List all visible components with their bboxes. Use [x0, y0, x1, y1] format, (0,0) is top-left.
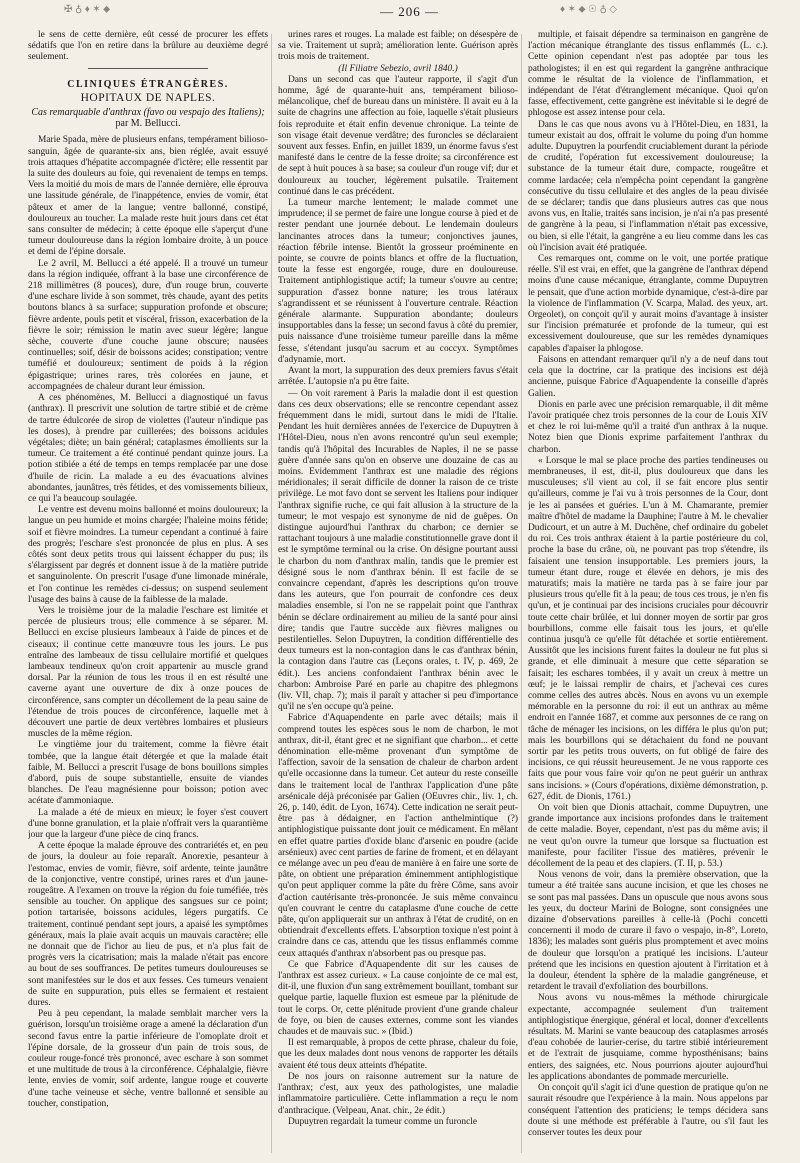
page-number: — 206 — [380, 4, 439, 19]
paragraph: Avant la mort, la suppuration des deux premiers favus s'était arrêtée. L'autopsie n'a pu être faite. [278, 366, 518, 388]
paragraph: Faisons en attendant remarquer qu'il n'y a de neuf dans tout cela que la doctrine, car la pratique des incisions est déjà ancienne, puisque Fabrice d'Aquapendente la conseille d'après Galien. [528, 354, 768, 399]
paragraph: De nos jours on raisonne autrement sur la nature de l'anthrax; c'est, aux yeux des pathologistes, une maladie inflammatoire particulière. Cette inflammation a reçu le nom d'anthracique. (Velpeau, Anat. chir., 2e édit.) [278, 1071, 518, 1116]
paragraph: Le ventre est devenu moins ballonné et moins douloureux; la langue un peu humide et moins chargée; l'haleine moins fétide; soif et fièvre moindres. La tumeur cependant a continué à faire des progrès; l'eschare s'est prononcée de plus en plus. A ses côtés sont deux petits trous qui laissent échapper du pus; ils s'élargissent par degrés et donnent issue à de la matière putride et sanguinolente. On prescrit l'usage d'une limonade minérale, et l'on continue les remèdes ci-dessus; on suspend seulement l'usage des bains à cause de la faiblesse de la malade. [28, 505, 268, 605]
case-title: Cas remarquable d'anthrax (favo ou vespajo des Italiens); [31, 107, 265, 119]
paragraph: A ces phénomènes, M. Bellucci a diagnostiqué un favus (anthrax). Il prescrivit une solution de tartre stibié et de crème de tartre édulcorée de sirop de violettes (l'auteur n'indique pas les doses), à prendre par cuillerées; des boissons acidules végétales; diète; un bain général; cataplasmes émollients sur la tumeur. Ce traitement a été continué pendant quinze jours. La potion stibiée a été de temps en temps remplacée par une dose d'huile de ricin. La malade a eu des évacuations alvines abondantes, jaunâtres, très fétides, et des vomissements bilieux, ce qui l'a beaucoup soulagée. [28, 393, 268, 504]
column-2 [278, 30, 518, 1157]
paragraph: La tumeur marche lentement; le malade commet une imprudence; il se permet de faire une longue course à pied et de rester pendant une journée debout. Le lendemain douleurs lancinantes atroces dans la tumeur; conjonctives jaunes, réaction fébrile intense. Bientôt la grosseur proéminente en pointe, se couvre de points blancs et offre de la fluctuation, toute la fesse est engorgée, rouge, dure en douloureuse. Traitement antiphlogistique actif; la tumeur s'ouvre au centre; suppuration d'assez bonne nature; les trous latéraux s'agrandissent et se réunissent à l'ouverture centrale. Réaction générale alarmante. Suppuration abondante; douleurs insupportables dans la fesse; un second favus à côté du premier, puis naissance d'une troisième tumeur pareille dans la même fesse, s'étendant jusqu'au sacrum et au coccyx. Symptômes d'adynamie, mort. [278, 198, 518, 365]
paragraph: — On voit rarement à Paris la maladie dont il est question dans ces deux observations; elle se rencontre cependant assez fréquemment dans le midi, surtout dans le midi de l'Italie. Pendant les huit dernières années de l'exercice de Dupuytren à l'Hôtel-Dieu, nous n'en avons rencontré qu'un seul exemple; tandis qu'à l'hôpital des Incurables de Naples, il ne se passe guère d'année sans qu'on en observe une douzaine de cas au moins. Evidemment l'anthrax est une maladie des régions méridionales; il serait difficile de donner la raison de ce triste privilège. Le mot favo dont se servent les Italiens pour indiquer l'anthrax signifie ruche, ce qui fait allusion à la structure de la tumeur; le mot vespajo est synonyme de nid de guêpes. On distingue aujourd'hui l'anthrax du charbon; ce dernier se rattachant toujours à une maladie constitutionnelle grave dont il est le symptôme terminal ou la crise. On désigne pourtant aussi le charbon du nom d'anthrax malin, tandis que le premier est désigné sous le nom d'anthrax bénin. Il est facile de se convaincre cependant, d'après les descriptions qu'on trouve dans les auteurs, que l'on pourrait de confondre ces deux maladies ensemble, si l'on ne se rappelait point que l'anthrax bénin se déclare ordinairement au milieu de la santé pour ainsi dire; tandis que l'autre succède aux fièvres malignes ou pestilentielles. Selon Dupuytren, la condition différentielle des deux tumeurs est la non-contagion dans le cas d'anthrax bénin, la contagion dans l'autre cas (Leçons orales, t. IV, p. 469, 2e édit.). Les anciens confondaient l'anthrax bénin avec le charbon: Ambroise Paré en parle au chapitre des phlegmons (liv. VII, chap. 7); mais il paraît y attacher si peu d'importance qu'il ne s'en occupe qu'à peine. [278, 388, 518, 713]
column-divider [271, 34, 272, 1153]
paragraph: A cette époque la malade éprouve des contrariétés et, en peu de jours, la douleur au foie reparaît. Anorexie, pesanteur à l'estomac, envies de vomir, fièvre, soif ardente, teinte jaunâtre de la conjonctive, ventre constipé, urines rares et d'un jaune-rougeâtre. A l'examen on trouve la région du foie tuméfiée, très sensible au toucher. On applique des sangsues sur ce point; potion tartarisée, boissons acidules, légers purgatifs. Ce traitement, continué pendant sept jours, a apaisé les symptômes généraux, mais la plaie avait acquis un mauvais caractère; elle ne donnait que de l'ichor au lieu de pus, et n'a plus fait de progrès vers la cicatrisation; mais la malade n'était pas encore au bout de ses souffrances. De petites tumeurs douloureuses se sont manifestées sur le dos et aux fesses. Ces tumeurs venaient de suite en suppuration, puis elles se fermaient et restaient dures. [28, 841, 268, 1009]
paragraph: La malade a été de mieux en mieux; le foyer s'est couvert d'une bonne granulation, et la plaie n'offrait vers la quarantième jour que la largeur d'une pièce de cinq francs. [28, 807, 268, 841]
paragraph: Nous venons de voir, dans la première observation, que la tumeur a été traitée sans aucune incision, et que les choses ne se sont pas mal passées. Dans un opuscule que nous avons sous les yeux, du docteur Marini de Bologne, sont consignées une dizaine d'observations pareilles à celle-là (Pochi concetti concernenti il modo de curare il favo o vespajo, in-8°, Loreto, 1836); les malades sont guéris plus promptement et avec moins de douleur que lorsqu'on a pratiqué les incisions. L'auteur prétend que les incisions en question ajoutent à l'irritation et à la douleur, étendent la sphère de la maladie gangréneuse, et retardent le travail d'exfoliation des bourbillons. [528, 870, 768, 993]
paragraph: Ce que Fabrice d'Aquapendente dit sur les causes de l'anthrax est assez curieux. « La cause conjointe de ce mal est, dit-il, une fluxion d'un sang extrêmement bouillant, tombant sur quelque partie, laquelle fluxion est esmeue par la plénitude de tout le corps. Or, cette plénitude provient d'une grande chaleur de foye, ou bien de causes externes, comme sont les viandes chaudes et de mauvais suc. » (Ibid.) [278, 959, 518, 1038]
intro-paragraph: le sens de cette dernière, eût cessé de procurer les effets sédatifs que l'on en retire dans la brûlure au deuxième degré seulement. [28, 30, 268, 63]
paragraph: Peu à peu cependant, la malade semblait marcher vers la guérison, lorsqu'un troisième orage a amené la déclaration d'un second favus entre la partie inférieure de l'omoplate droit et l'épine dorsale, de la grosseur d'un pain de trois sous, de couleur rouge-foncé très prononcé, avec eschare à son sommet et une multitude de trous à la circonférence. Céphalalgie, fièvre lente, envies de vomir, soif ardente, langue rouge et couverte d'une tache veineuse et sèche, ventre ballonné et sensible au toucher, constipation, [28, 1009, 268, 1109]
paragraph: Il est remarquable, à propos de cette phrase, chaleur du foie, que les deux malades dont nous venons de rapporter les détails avaient été tous deux atteints d'hépatite. [278, 1038, 518, 1071]
paragraph: Le vingtième jour du traitement, comme la fièvre était tombée, que la langue était détergée et que la malade était faible, M. Bellucci a prescrit l'usage de bons bouillons simples d'abord, puis de soupe substantielle, ensuite de viandes blanches. De l'eau magnésienne pour boisson; potion avec acétate d'ammoniaque. [28, 740, 268, 807]
column-divider [521, 34, 522, 1153]
paragraph: « Lorsque le mal se place proche des parties tendineuses ou membraneuses, il est, dit-il, plus douloureux que dans les musculeuses; s'il vient au col, il se fait encore plus sentir qu'ailleurs, comme je l'ai vu à trois personnes de la Cour, dont je les ai pansées et guéries. L'un à M. Chamarante, premier maître d'hôtel de madame la Dauphine; l'autre à M. le chevalier Dudicourt, et un autre à M. Duchêne, chef ordinaire du gobelet du roi. Ces trois anthrax étaient à la partie postérieure du col, proche la base du crâne, où, ne pouvant pas trop s'étendre, ils faisaient une tension insupportable. Les premiers jours, la tumeur étant dure, rouge et élevée en dehors, je mis des maturatifs; mais la matière ne tarda pas à se faire jour par plusieurs trous qu'elle fit à la peau; de tous ces trous, je n'en fis qu'un, et je continuai par des incisions cruciales pour découvrir toute cette chair brûlée, et lui donner moyen de sortir par gros bourbillons, comme elle faisait tous les jours, et qu'elle continua jusqu'à ce qu'elle fût détachée et sortie entièrement. Aussitôt que les incisions furent faites la douleur ne fut plus si grande, et elle diminuait à mesure que cette séparation se faisait; les eschares tombées, il y avait un creux à mettre un œuf; je le laissai remplir de chairs, et j'achevai ces cures comme celles des autres abcès. Nous en avons vu un exemple mémorable en la personne du roi: il eut un anthrax au même endroit en l'année 1687, et comme aux personnes de ce rang on tâche de ménager les incisions, on les différa le plus qu'on put; mais les bourbillons qui se détachaient du fond ne pouvant sortir par les petits trous ouverts, on fut obligé de faire des incisions, ce qui réussit heureusement. Je ne vous rapporte ces faits que pour vous faire voir qu'on ne peut guérir un anthrax sans incisions. » (Cours d'opérations, dixième démonstration, p. 627, édit. de Dionis, 1761.) [528, 455, 768, 802]
header-ornament-left: ✠ ♁ ♦ ✶ ⬥ [64, 4, 111, 15]
paragraph: Ces remarques ont, comme on le voit, une portée pratique réelle. S'il est vrai, en effet, que la gangrène de l'anthrax dépend moins d'une cause mécanique, étranglante, comme Dupuytren le pensait, que d'une action morbide dynamique, c'est-à-dire par la violence de l'inflammation (V. Scarpa, Malad. des yeux, art. Orgeolet), on conçoit qu'il y aurait moins d'avantage à insister sur l'incision prématurée et profonde de la tumeur, qui est excessivement douloureuse, que sur les remèdes dynamiques capables d'apaiser la phlogose. [528, 254, 768, 354]
case-author: par M. Bellucci. [115, 118, 181, 130]
section-subtitle: HOPITAUX DE NAPLES. [80, 91, 216, 104]
section-title: CLINIQUES ÉTRANGÈRES. [67, 78, 229, 90]
section-rule [88, 68, 208, 69]
column-1 [28, 30, 268, 1157]
paragraph: Dans un second cas que l'auteur rapporte, il s'agit d'un homme, âgé de quarante-huit ans, tempérament bilioso-mélancolique, chef de bureau dans un ministère. Il avait eu à la suite de chagrins une affection au foie, laquelle s'était plusieurs fois reproduite et était enfin devenue chronique. La teinte de son visage était devenue verdâtre; des furoncles se déclaraient souvent aux fesses. Enfin, en juillet 1839, un énorme favus s'est manifesté dans le centre de la fesse droite; sa circonférence est de sept à huit pouces à sa base; sa couleur d'un rouge vif; dur et douloureux au toucher, légèrement pulsatile. Traitement continué dans le cas précédent. [278, 74, 518, 197]
paragraph: Le 2 avril, M. Bellucci a été appelé. Il a trouvé un tumeur dans la région indiquée, offrant à la base une circonférence de 218 millimètres (8 pouces), dure, d'un rouge brun, couverte d'une eschare livide à son sommet, très chaude, ayant des petits boutons blancs à sa surface; suppuration profonde et obscure; fièvre ardente, pouls petit et viscéral, frisson, exacerbation de la fièvre le soir; rémission le matin avec sueur légère; langue sèche, couverte d'une couche jaune obscure; nausées continuelles; soif, désir de boissons acides; constipation; ventre tuméfié et douloureux; sentiment de poids à la région épigastrique; urines rares, très colorées en jaune, et accompagnées de chaleur durant leur émission. [28, 258, 268, 392]
header-ornament-right: ♦ ✶ ⬥ ☉ ♁ ◇ [560, 4, 617, 15]
source-attribution: (Il Filiatre Sebezio, avril 1840.) [338, 63, 458, 74]
paragraph: urines rares et rouges. La malade est faible; on désespère de sa vie. Traitement ut suprà; amélioration lente. Guérison après trois mois de traitement. [278, 30, 518, 63]
column-3 [528, 30, 768, 1157]
paragraph: Nous avons vu nous-mêmes la méthode chirurgicale expectante, accompagnée seulement d'un traitement antiphlogistique énergique, général et local, donner d'excellents résultats. M. Marini se vante beaucoup des cataplasmes arrosés d'eau cohobée de laurier-cerise, du tartre stibié intérieurement et de l'extrait de jusquiame, comme hyposthénisans; bains entiers, des saignées, etc. Nous pourrions ajouter aujourd'hui les applications abondantes de pommade mercurielle. [528, 993, 768, 1082]
paragraph: Dupuytren regardait la tumeur comme un furoncle [288, 1116, 477, 1127]
page-header [0, 2, 800, 32]
paragraph: On conçoit qu'il s'agit ici d'une question de pratique qu'on ne saurait résoudre que l'expérience à la main. Nous appelons par conséquent l'attention des praticiens; le temps décidera sans doute si une méthode est préférable à l'autre, ou s'il faut les conserver toutes les deux pour [528, 1083, 768, 1138]
paragraph: Dionis en parle avec une précision remarquable, il dit même l'avoir pratiquée chez trois personnes de la cour de Louis XIV et chez le roi lui-même qu'il a traité d'un anthrax à la nuque. Notez bien que Dionis exprime parfaitement l'anthrax du charbon. [528, 399, 768, 455]
paragraph: Dans le cas que nous avons vu à l'Hôtel-Dieu, en 1831, la tumeur existait au dos, offrait le volume du poing d'un homme adulte. Dupuytren la pourfendit cruciablement durant la période de crudité, l'opération fut excessivement douloureuse; la substance de la tumeur était dure, compacte, rougeâtre et comme lardacée; cela n'empêcha point cependant la gangrène consécutive du tissu cellulaire et des angles de la peau divisée de se déclarer; tandis que dans plusieurs autres cas que nous avons vus, en Italie, traités sans incision, je n'ai n'a pas presenté de gangrène à la peau, si l'inflammation n'était pas excessive, ou bien, si elle l'était, la gangrène a eu lieu comme dans les cas où l'incision avait été pratiquée. [528, 119, 768, 253]
paragraph: Fabrice d'Aquapendente en parle avec détails; mais il comprend toutes les espèces sous le nom de charbon, le mot anthrax, dit-il, étant grec et ne signifiant que charbon... et cette dénomination elle-même provenant d'un symptôme de l'affection, savoir de la sensation de chaleur de charbon ardent qu'elle occasionne dans la tumeur. Cet auteur du reste conseille dans le traitement local de l'anthrax l'application d'une pâte arsénicale déjà préconisée par Galien (OEuvres chir., liv. 1, ch. 26, p. 140, édit. de Lyon, 1674). Cette indication ne serait peut-être pas à dédaigner, en l'action anthelmintique (?) antiphlogistique puissante dont jouit ce médicament. En mêlant en effet quatre parties d'oxide blanc d'arsenic en poudre (acide arsénieux) avec cent parties de farine de froment, et en délayant ce mélange avec un peu d'eau de manière à en faire une sorte de pâte, on obtient une préparation éminemment antiphlogistique qu'on peut appliquer comme la pâte du frère Côme, sans avoir d'action cautérisante très-prononcée. Je suis même convaincu qu'en couvrant le centre du cataplasme d'une couche de cette pâte, qu'on appliquerait sur un anthrax à l'état de crudité, on en obtiendrait d'excellents effets. L'absorption toxique n'est point à craindre dans ce cas, attendu que les tissus enflammés comme ceux attaqués d'anthrax n'absorbent pas ou presque pas. [278, 713, 518, 959]
paragraph: multiple, et faisait dépendre sa terminaison en gangrène de l'action mécanique étranglante des tissus enflammés (L. c.). Cette opinion cependant n'est pas adoptée par tous les pathologistes; il en est qui regardent la gangrène anthracique comme le résultat de la violence de l'inflammation, et indépendant de l'état d'étranglement mécanique. Quoi qu'on fasse, effectivement, cette gangrène est inévitable si le degré de phlogose est assez intense pour cela. [528, 30, 768, 119]
paragraph: Vers le troisième jour de la maladie l'eschare est limitée et percée de plusieurs trous; elle commence à se séparer. M. Bellucci en excise plusieurs lambeaux à l'aide de pinces et de ciseaux; il continue cette manœuvre tous les jours. Le pus entraîne des lambeaux de tissu cellulaire mortifié et quelques lambeaux tendineux qu'on croit appartenir au muscle grand dorsal. Par la réunion de tous les trous il en est résulté une caverne ayant une ouverture de dix à onze pouces de circonférence, sans compter un décollement de la peau saine de l'étendue de trois pouces de circonférence, laquelle met à découvert une partie de deux vertèbres lombaires et plusieurs muscles de la même région. [28, 605, 268, 740]
paragraph: Marie Spada, mère de plusieurs enfans, tempérament bilioso-sanguin, âgée de quarante-six ans, bien réglée, avait essuyé trois attaques d'hépatite accompagnée d'ictère; elle ressentit par la suite des douleurs au foie, qui revenaient de temps en temps. Vers la moitié du mois de mars de l'année dernière, elle éprouva une lassitude générale, de l'inappétence, envies de vomir, état pâteux et amer de la langue; ventre ballonné, constipé, douloureux au toucher. La malade reste huit jours dans cet état sans consulter de médecin; à cette époque elle s'aperçut d'une tumeur douloureuse dans la région lombaire droite, à un pouce et demi de l'épine dorsale. [28, 135, 268, 258]
paragraph: On voit bien que Dionis attachait, comme Dupuytren, une grande importance aux incisions profondes dans le traitement de cette maladie. Boyer, cependant, n'est pas du même avis; il ne veut qu'on ouvre la tumeur que lorsque sa fluctuation est manifeste, pour faciliter l'issue des matières, prévenir le décollement de la peau et des clapiers. (T. II, p. 53.) [528, 803, 768, 870]
